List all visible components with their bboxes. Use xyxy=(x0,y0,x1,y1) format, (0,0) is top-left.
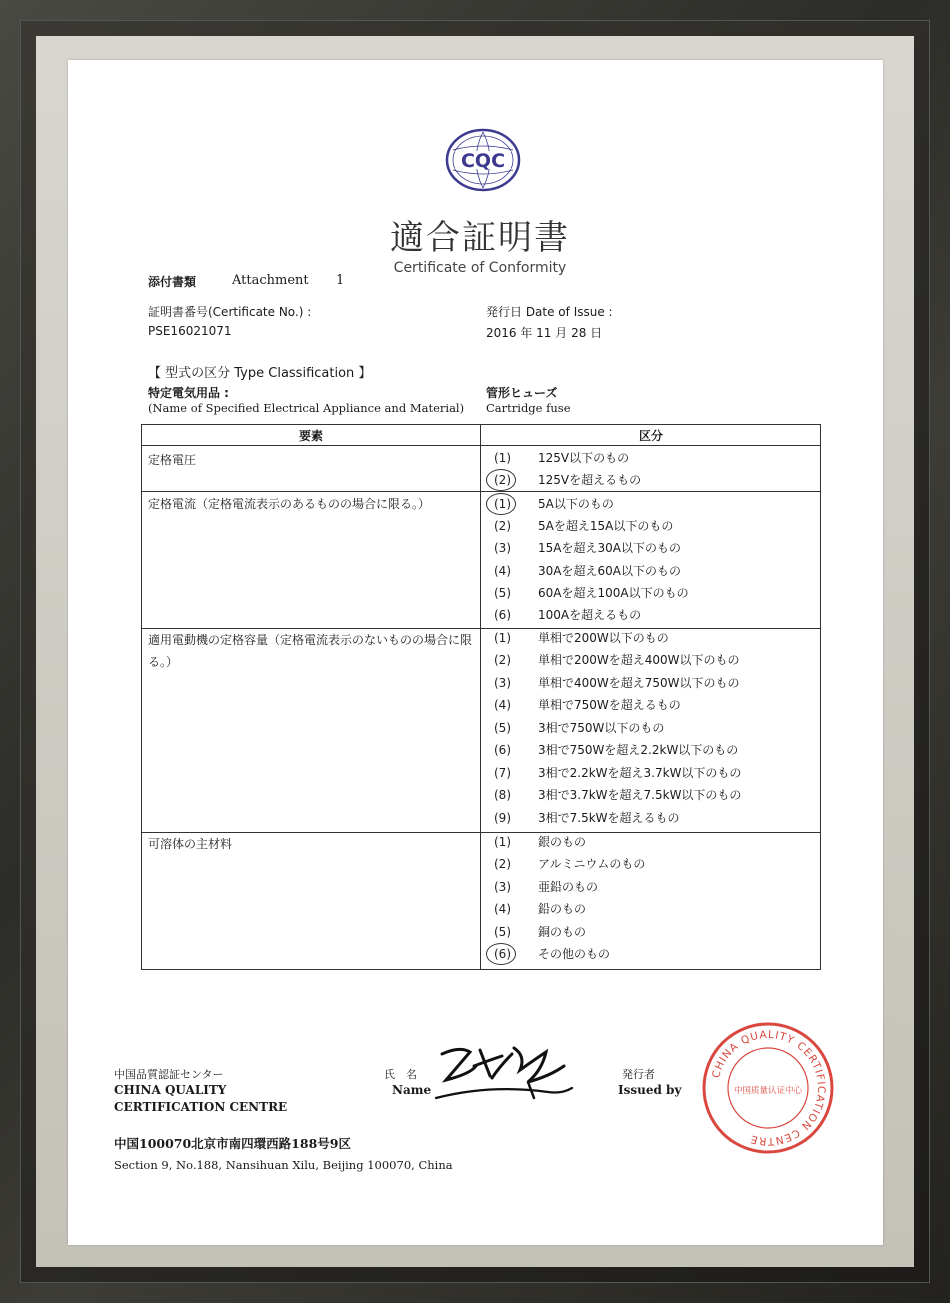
option-number: (6) xyxy=(494,608,511,622)
option-number: (1) xyxy=(494,497,511,511)
option-number: (2) xyxy=(494,857,511,871)
column-header-class: 区分 xyxy=(638,429,663,443)
option-label: 鉛のもの xyxy=(538,902,587,916)
option-label: 銅のもの xyxy=(538,925,587,939)
table-row xyxy=(494,469,814,491)
issue-date: 2016 年 11 月 28 日 xyxy=(486,326,603,340)
option-label: 5A以下のもの xyxy=(538,497,614,511)
item-label-ja: 特定電気用品 : xyxy=(148,386,229,400)
option-number: (1) xyxy=(494,451,511,465)
option-label: 亜鉛のもの xyxy=(538,880,599,894)
table-row xyxy=(494,739,814,761)
table-row xyxy=(494,943,814,965)
table-row xyxy=(494,515,814,537)
option-number: (2) xyxy=(494,519,511,533)
table-row xyxy=(494,604,814,626)
seal-inner-text: 中国质量认证中心 xyxy=(733,1086,803,1096)
option-number: (7) xyxy=(494,766,511,780)
table-row xyxy=(494,784,814,806)
item-label-en: (Name of Specified Electrical Appliance and Material) xyxy=(148,401,465,415)
option-number: (1) xyxy=(494,631,511,645)
option-label: 単相で200Wを超え400W以下のもの xyxy=(538,653,740,667)
table-row xyxy=(494,876,814,898)
table-row xyxy=(494,898,814,920)
classification-table xyxy=(141,424,821,970)
option-label: アルミニウムのもの xyxy=(538,857,646,871)
option-label: 単相で200W以下のもの xyxy=(538,631,669,645)
option-number: (5) xyxy=(494,925,511,939)
option-number: (3) xyxy=(494,676,511,690)
option-label: 単相で400Wを超え750W以下のもの xyxy=(538,676,740,690)
org-name-ja: 中国品質認証センター xyxy=(114,1068,224,1081)
option-label: 3相で3.7kWを超え7.5kW以下のもの xyxy=(538,788,742,802)
issuer-label-ja: 発行者 xyxy=(622,1068,655,1081)
attachment-number: 1 xyxy=(336,273,345,288)
option-label: 15Aを超え30A以下のもの xyxy=(538,541,681,555)
option-number: (1) xyxy=(494,835,511,849)
table-row xyxy=(494,717,814,739)
logo-text: CQC xyxy=(460,150,506,172)
certification-seal-icon xyxy=(700,1020,836,1156)
option-number: (3) xyxy=(494,880,511,894)
table-row xyxy=(494,649,814,671)
element-motor-capacity: 適用電動機の定格容量（定格電流表示のないものの場合に限る。） xyxy=(148,633,473,669)
table-row xyxy=(494,447,814,469)
certificate-label: 証明書番号(Certificate No.) : xyxy=(148,305,312,319)
table-row xyxy=(494,694,814,716)
option-number: (5) xyxy=(494,721,511,735)
option-number: (6) xyxy=(494,743,511,757)
attachment-label-en: Attachment xyxy=(232,273,309,288)
issuer-label-en: Issued by xyxy=(618,1083,682,1097)
table-row xyxy=(494,807,814,829)
seal-text: CHINA QUALITY CERTIFICATION CENTRE xyxy=(710,1028,828,1148)
element-rated-current: 定格電流（定格電流表示のあるものの場合に限る。） xyxy=(148,497,431,511)
name-label-ja: 氏 名 xyxy=(384,1068,417,1081)
option-label: 125Vを超えるもの xyxy=(538,473,642,487)
table-row xyxy=(494,831,814,853)
option-number: (8) xyxy=(494,788,511,802)
option-number: (2) xyxy=(494,653,511,667)
table-row xyxy=(494,560,814,582)
certificate-number: PSE16021071 xyxy=(148,324,232,338)
issue-label: 発行日 Date of Issue : xyxy=(486,305,613,319)
option-label: 3相で7.5kWを超えるもの xyxy=(538,811,680,825)
option-number: (4) xyxy=(494,902,511,916)
org-name-en-line2: CERTIFICATION CENTRE xyxy=(114,1100,288,1114)
table-row xyxy=(494,582,814,604)
table-row-line xyxy=(142,491,820,492)
option-label: 125V以下のもの xyxy=(538,451,630,465)
option-label: 3相で750W以下のもの xyxy=(538,721,665,735)
name-label-en: Name xyxy=(392,1083,432,1097)
option-number: (5) xyxy=(494,586,511,600)
option-label: その他のもの xyxy=(538,947,611,961)
option-number: (6) xyxy=(494,947,511,961)
table-row xyxy=(494,627,814,649)
option-label: 3相で2.2kWを超え3.7kW以下のもの xyxy=(538,766,742,780)
title-ja: 適合証明書 xyxy=(390,218,570,258)
option-label: 3相で750Wを超え2.2kW以下のもの xyxy=(538,743,739,757)
option-label: 60Aを超え100A以下のもの xyxy=(538,586,689,600)
option-number: (2) xyxy=(494,473,511,487)
item-value-en: Cartridge fuse xyxy=(486,401,571,415)
option-label: 30Aを超え60A以下のもの xyxy=(538,564,681,578)
title-en: Certificate of Conformity xyxy=(393,260,567,276)
table-row xyxy=(494,921,814,943)
address-en: Section 9, No.188, Nansihuan Xilu, Beijing 100070, China xyxy=(114,1158,453,1172)
attachment-label-ja: 添付書類 xyxy=(148,275,197,289)
table-row xyxy=(494,853,814,875)
option-number: (3) xyxy=(494,541,511,555)
option-label: 単相で750Wを超えるもの xyxy=(538,698,681,712)
element-fusible-material: 可溶体の主材料 xyxy=(148,837,233,851)
table-row xyxy=(494,537,814,559)
org-name-en-line1: CHINA QUALITY xyxy=(114,1083,227,1097)
option-label: 5Aを超え15A以下のもの xyxy=(538,519,674,533)
table-row xyxy=(494,762,814,784)
column-header-element: 要素 xyxy=(298,429,323,443)
option-label: 100Aを超えるもの xyxy=(538,608,642,622)
classification-heading: 【 型式の区分 Type Classification 】 xyxy=(148,366,372,381)
option-number: (4) xyxy=(494,698,511,712)
signature-icon xyxy=(430,1036,580,1116)
address-cn: 中国100070北京市南四環西路188号9区 xyxy=(114,1136,351,1151)
table-header-line xyxy=(142,445,820,446)
item-value-ja: 管形ヒューズ xyxy=(486,386,558,400)
table-row xyxy=(494,672,814,694)
option-number: (9) xyxy=(494,811,511,825)
cqc-logo-icon xyxy=(443,128,523,192)
table-row xyxy=(494,493,814,515)
option-number: (4) xyxy=(494,564,511,578)
element-rated-voltage: 定格電圧 xyxy=(148,453,197,467)
table-divider xyxy=(480,425,481,969)
option-label: 銀のもの xyxy=(538,835,587,849)
